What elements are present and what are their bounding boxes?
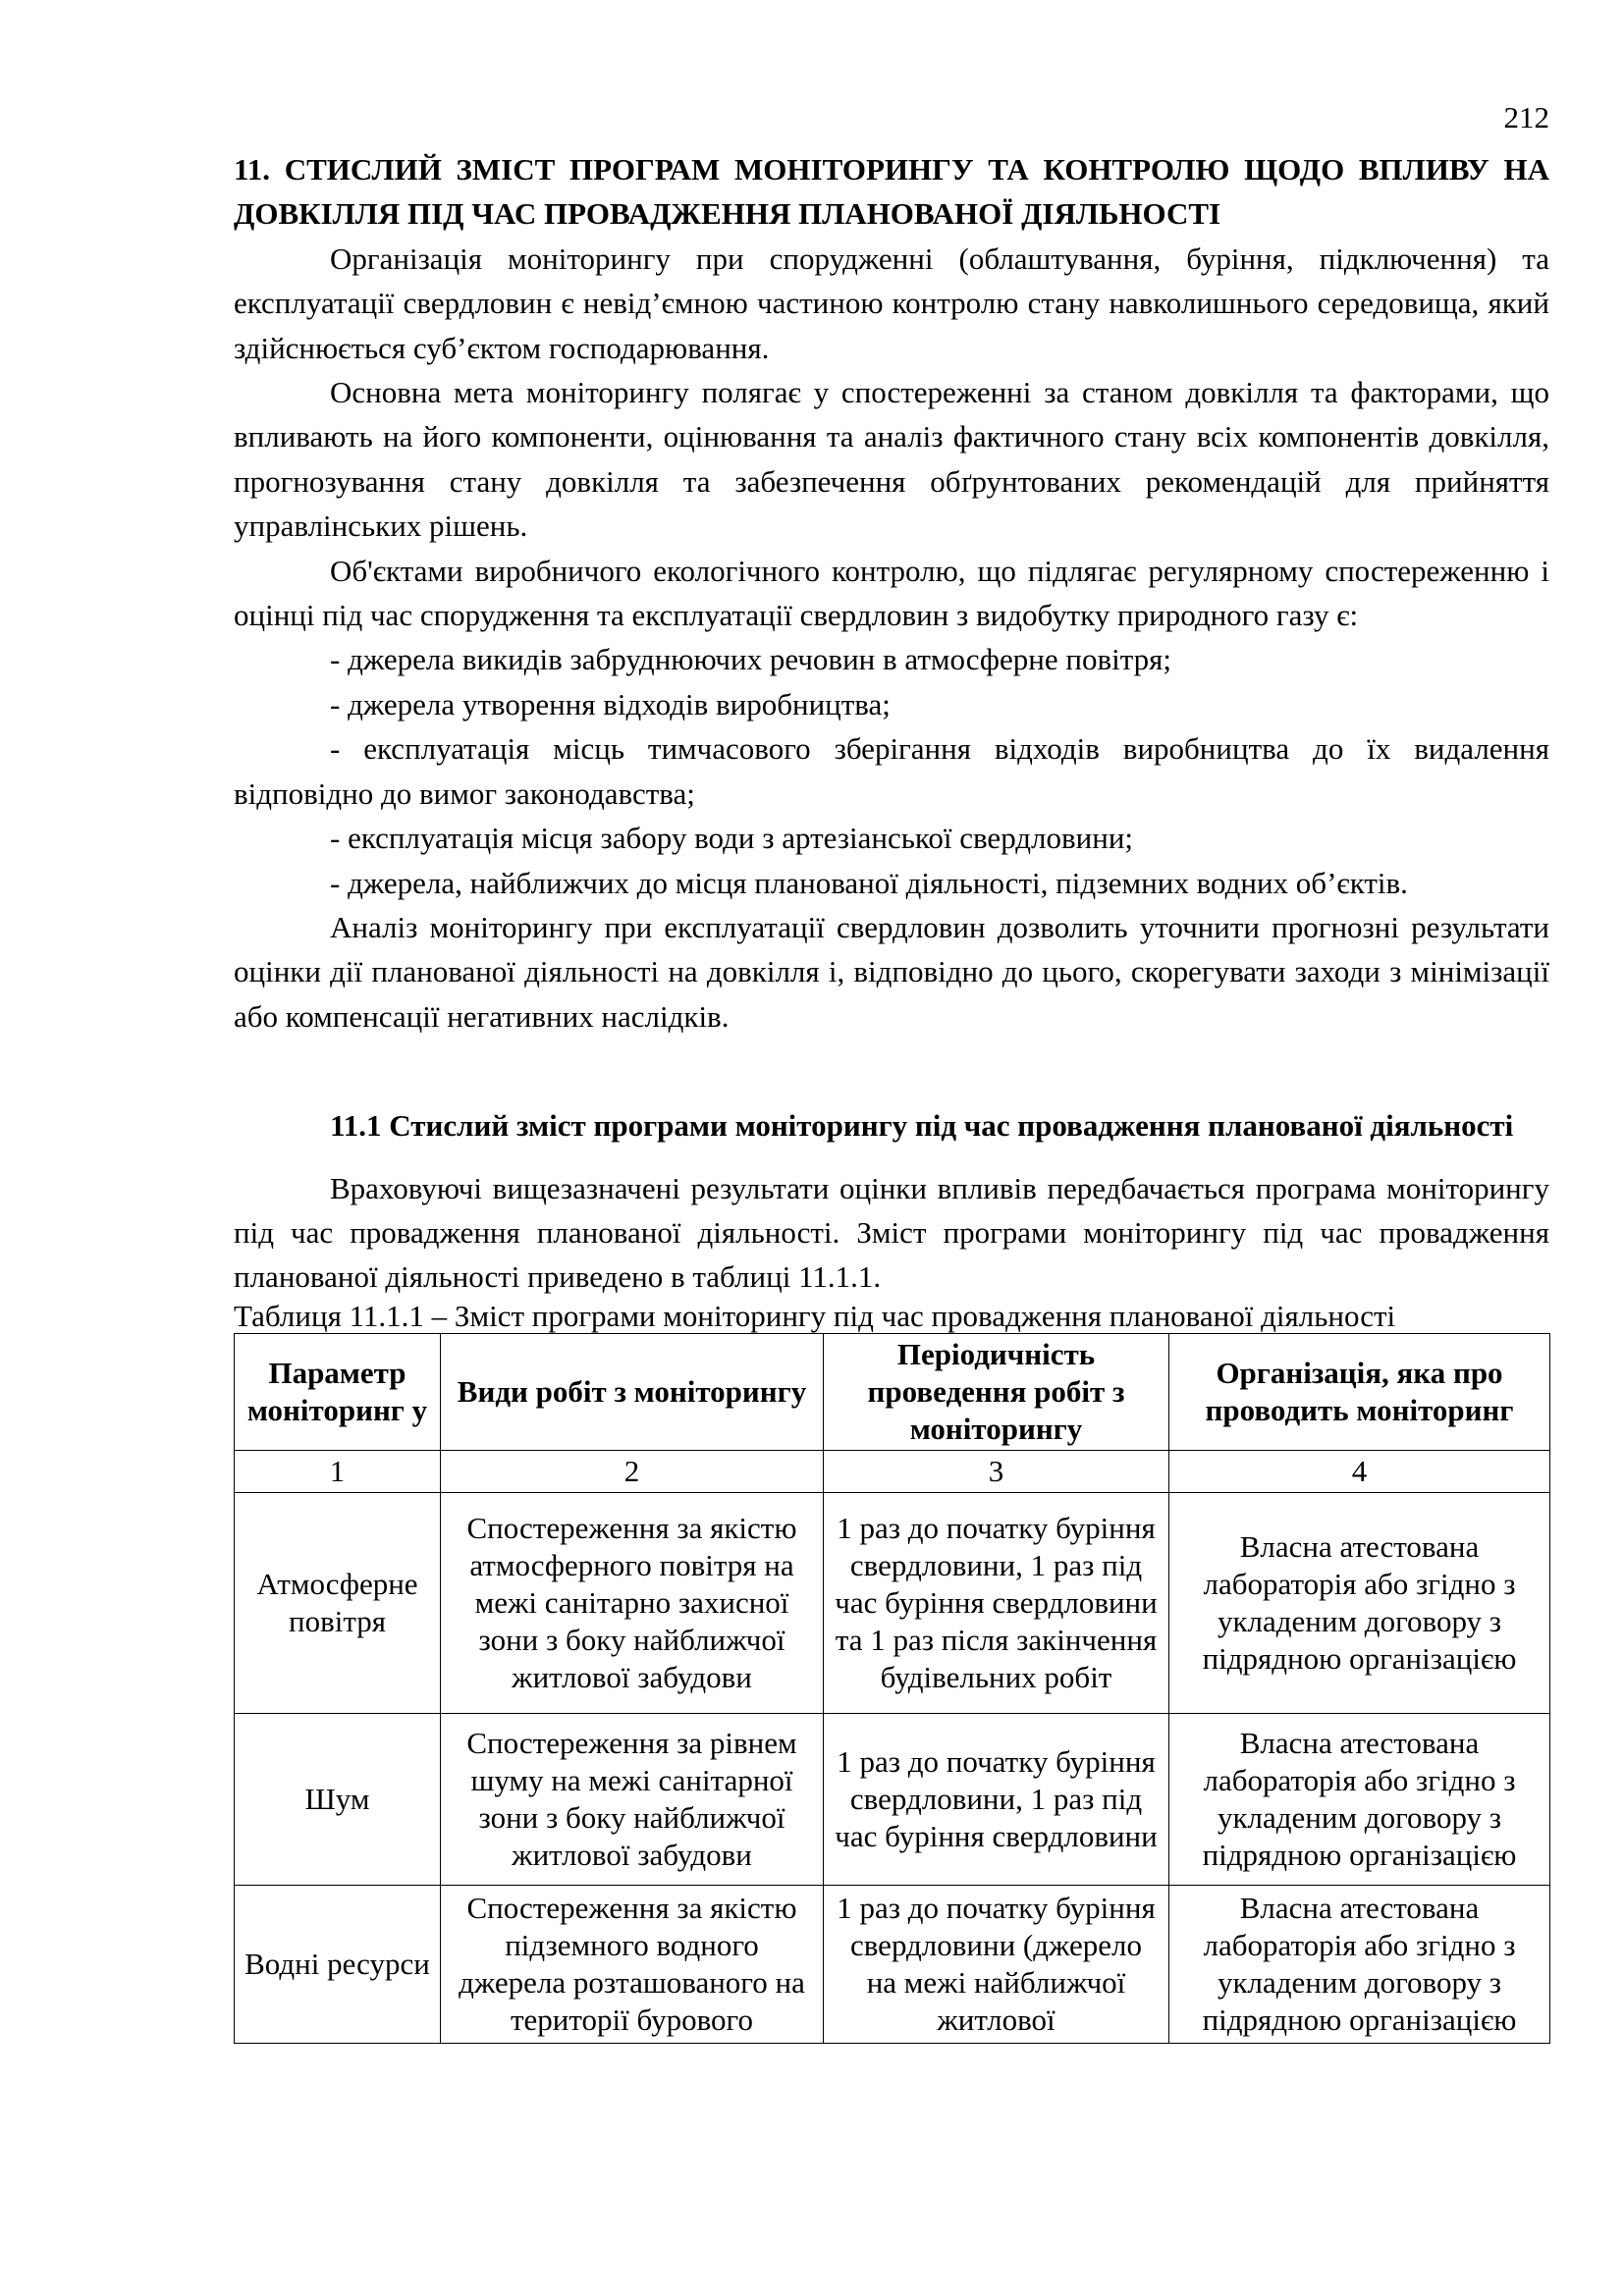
org-cell: Власна атестована лабораторія або згідно з укладеним договору з підрядною організацією — [1169, 1713, 1550, 1885]
works-cell: Спостереження за якістю атмосферного повітря на межі санітарно захисної зони з боку найближчої житлової забудови — [441, 1492, 824, 1713]
table-row — [235, 1492, 1550, 1713]
column-number: 4 — [1169, 1450, 1550, 1492]
org-cell: Власна атестована лабораторія або згідно з укладеним договору з підрядною організацією — [1169, 1492, 1550, 1713]
table-row — [235, 1885, 1550, 2043]
works-cell: Спостереження за рівнем шуму на межі санітарної зони з боку найближчої житлової забудови — [441, 1713, 824, 1885]
column-number: 1 — [235, 1450, 441, 1492]
period-cell: 1 раз до початку буріння свердловини, 1 раз під час буріння свердловини — [824, 1713, 1169, 1885]
list-item: - джерела утворення відходів виробництва; — [330, 686, 891, 721]
paragraph: Враховуючі вищезазначені результати оцінки впливів передбачається програма моніторингу під час провадження планованої діяльності. Зміст програми моніторингу під час провадження планованої діяльності приведено в таблиці 11.1.1. — [234, 1170, 1549, 1295]
list-item: - експлуатація місць тимчасового зберігання відходів виробництва до їх видалення відповідно до вимог законодавства; — [234, 731, 1549, 811]
section-heading: 11. СТИСЛИЙ ЗМІСТ ПРОГРАМ МОНІТОРИНГУ ТА КОНТРОЛЮ ЩОДО ВПЛИВУ НА ДОВКІЛЛЯ ПІД ЧАС ПРОВАДЖЕННЯ ПЛАНОВАНОЇ ДІЯЛЬНОСТІ — [234, 152, 1549, 232]
column-header: Види робіт з моніторингу — [441, 1333, 824, 1450]
param-cell: Водні ресурси — [235, 1885, 441, 2043]
param-cell: Атмосферне повітря — [235, 1492, 441, 1713]
paragraph: Аналіз моніторингу при експлуатації свердловин дозволить уточнити прогнозні результати оцінки дії планованої діяльності на довкілля і, відповідно до цього, скорегувати заходи з мінімізації або компенсації негативних наслідків. — [234, 909, 1549, 1034]
column-number: 2 — [441, 1450, 824, 1492]
column-number-row — [235, 1450, 1550, 1492]
document-body — [234, 147, 1549, 2044]
paragraph: Об'єктами виробничого екологічного контролю, що підлягає регулярному спостереженню і оцінці під час спорудження та експлуатації свердловин з видобутку природного газу є: — [234, 553, 1549, 633]
paragraph: Організація моніторингу при спорудженні (облаштування, буріння, підключення) та експлуатації свердловин є невід’ємною частиною контролю стану навколишнього середовища, який здійснюється суб’єктом господарювання. — [234, 240, 1549, 365]
column-header: Параметр моніторинг у — [235, 1333, 441, 1450]
table-header-row — [235, 1333, 1550, 1450]
param-cell: Шум — [235, 1713, 441, 1885]
works-cell: Спостереження за якістю підземного водного джерела розташованого на території бурового — [441, 1885, 824, 2043]
period-cell: 1 раз до початку буріння свердловини, 1 раз під час буріння свердловини та 1 раз після закінчення будівельних робіт — [824, 1492, 1169, 1713]
table-caption: Таблиця 11.1.1 – Зміст програми моніторингу під час провадження планованої діяльності — [234, 1298, 1396, 1333]
column-header: Організація, яка про проводить моніторинг — [1169, 1333, 1550, 1450]
list-item: - джерела, найближчих до місця планованої діяльності, підземних водних об’єктів. — [330, 865, 1408, 900]
column-header: Періодичність проведення робіт з моніторингу — [824, 1333, 1169, 1450]
org-cell: Власна атестована лабораторія або згідно з укладеним договору з підрядною організацією — [1169, 1885, 1550, 2043]
paragraph: Основна мета моніторингу полягає у спостереженні за станом довкілля та факторами, що впливають на його компоненти, оцінювання та аналіз фактичного стану всіх компонентів довкілля, прогнозування стану довкілля та забезпечення обґрунтованих рекомендацій для прийняття управлінських рішень. — [234, 375, 1549, 544]
period-cell: 1 раз до початку буріння свердловини (джерело на межі найближчої житлової — [824, 1885, 1169, 2043]
list-item: - експлуатація місця забору води з артезіанської свердловини; — [330, 821, 1134, 856]
subsection-heading: 11.1 Стислий зміст програми моніторингу під час провадження планованої діяльності — [330, 1108, 1514, 1144]
column-number: 3 — [824, 1450, 1169, 1492]
table-row — [235, 1713, 1550, 1885]
list-item: - джерела викидів забруднюючих речовин в атмосферне повітря; — [330, 642, 1171, 677]
monitoring-table — [234, 1333, 1550, 2044]
page-number: 212 — [1503, 100, 1549, 134]
